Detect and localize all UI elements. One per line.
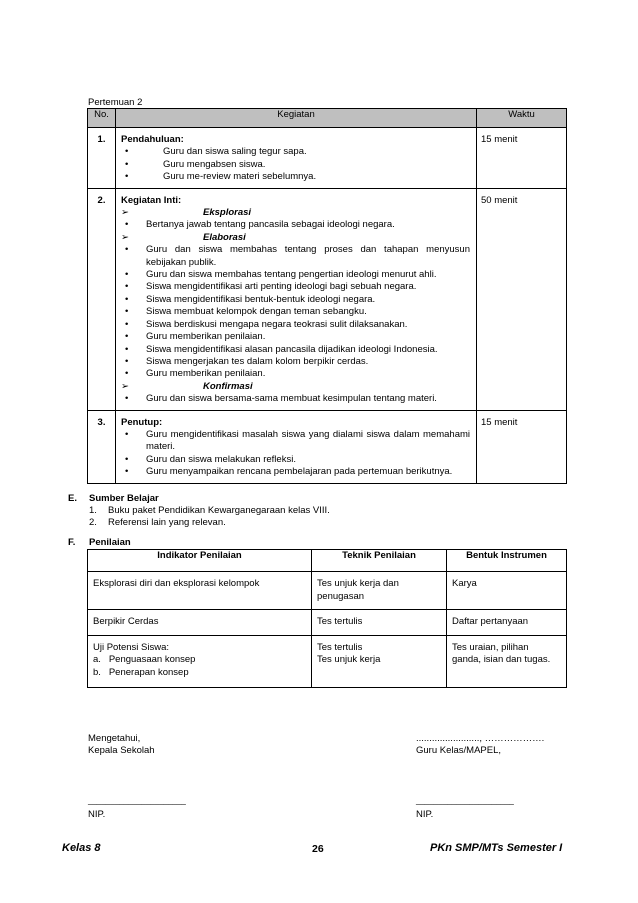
list-item: • Siswa mengidentifikasi bentuk-bentuk ideologi negara. <box>121 294 470 306</box>
table-row <box>88 610 567 636</box>
cell-text: penugasan <box>317 590 365 602</box>
activity-time: 50 menit <box>477 188 567 410</box>
cell-text: Eksplorasi diri dan eksplorasi kelompok <box>93 578 260 589</box>
list-item: • Guru dan siswa saling tegur sapa. <box>121 146 470 158</box>
header-indicator: Indikator Penilaian <box>88 550 312 572</box>
cell-text: b. Penerapan konsep <box>93 666 189 678</box>
cell-text: Tes unjuk kerja <box>317 654 381 665</box>
list-item: Referensi lain yang relevan. <box>108 517 226 528</box>
row-number: 2. <box>88 188 116 410</box>
header-technique: Teknik Penilaian <box>312 550 447 572</box>
signature-left-blank: ______________________ <box>88 796 186 805</box>
assessment-table-header <box>88 550 567 572</box>
cell-text: a. Penguasaan konsep <box>93 654 196 665</box>
indicator-cell <box>88 572 312 610</box>
list-item: Buku paket Pendidikan Kewarganegaraan kelas VIII. <box>108 505 330 516</box>
list-item: • Guru dan siswa melakukan refleksi. <box>121 454 470 466</box>
list-item: • Guru me-review materi sebelumnya. <box>121 171 470 183</box>
instrument-cell <box>447 610 567 636</box>
list-item: • Siswa membuat kelompok dengan teman sebangku. <box>121 306 470 318</box>
activity-cell <box>116 188 477 410</box>
table-row <box>88 410 567 483</box>
activity-title: Pendahuluan: <box>121 134 184 145</box>
technique-cell <box>312 635 447 687</box>
cell-text: Karya <box>452 578 477 589</box>
header-no: No. <box>88 109 116 128</box>
signature-right-blank: ______________________ <box>416 796 514 805</box>
list-item-number: 1. <box>89 505 97 516</box>
table-row <box>88 635 567 687</box>
cell-text: Tes tertulis <box>317 616 363 627</box>
cell-text: Tes tertulis <box>317 641 363 653</box>
list-item-number: 2. <box>89 517 97 528</box>
list-item: • Siswa berdiskusi mengapa negara teokrasi sulit dilaksanakan. <box>121 319 470 331</box>
table-row <box>88 188 567 410</box>
arrow-icon: ➢ <box>121 380 129 392</box>
technique-cell <box>312 610 447 636</box>
list-item: • Guru menyampaikan rencana pembelajaran pada pertemuan berikutnya. <box>121 466 470 478</box>
table-row <box>88 572 567 610</box>
activity-table-header <box>88 109 567 128</box>
cell-text: Tes unjuk kerja dan <box>317 578 399 589</box>
cell-text: Daftar pertanyaan <box>452 616 529 627</box>
list-item: • Guru mengabsen siswa. <box>121 159 470 171</box>
cell-text: Uji Potensi Siswa: <box>93 641 170 653</box>
activity-cell <box>116 128 477 189</box>
instrument-cell <box>447 635 567 687</box>
arrow-icon: ➢ <box>121 207 129 219</box>
row-number: 3. <box>88 410 116 483</box>
list-item: • Guru dan siswa membahas tentang pengertian ideologi menurut ahli. <box>121 269 470 281</box>
assessment-table <box>87 549 567 688</box>
footer-page-number: 26 <box>312 843 324 855</box>
phase-label: Konfirmasi <box>203 380 253 392</box>
signature-left-line2: Kepala Sekolah <box>88 745 155 756</box>
list-item: • Bertanya jawab tentang pancasila sebagai ideologi negara. <box>121 219 470 231</box>
section-e-title: Sumber Belajar <box>89 493 159 504</box>
section-f-title: Penilaian <box>89 537 131 548</box>
row-number: 1. <box>88 128 116 189</box>
cell-text: Tes uraian, pilihan <box>452 641 529 653</box>
header-activity: Kegiatan <box>116 109 477 128</box>
activity-title: Penutup: <box>121 416 163 428</box>
signature-right-nip: NIP. <box>416 809 434 820</box>
technique-cell <box>312 572 447 610</box>
phase-heading <box>121 207 470 219</box>
activity-table <box>87 108 567 484</box>
list-item: • Guru dan siswa membahas tentang proses dan tahapan menyusun kebijakan publik. <box>121 244 470 269</box>
activity-time: 15 menit <box>477 410 567 483</box>
meeting-title: Pertemuan 2 <box>88 97 143 108</box>
list-item: • Siswa mengidentifikasi alasan pancasila dijadikan ideologi Indonesia. <box>121 344 470 356</box>
header-time: Waktu <box>477 109 567 128</box>
arrow-icon: ➢ <box>121 231 129 243</box>
activity-time: 15 menit <box>477 128 567 189</box>
indicator-cell <box>88 635 312 687</box>
indicator-cell <box>88 610 312 636</box>
list-item: • Guru memberikan penilaian. <box>121 368 470 380</box>
table-row <box>88 128 567 189</box>
list-item: • Siswa mengerjakan tes dalam kolom berpikir cerdas. <box>121 356 470 368</box>
signature-right-line2: Guru Kelas/MAPEL, <box>416 745 502 756</box>
signature-left-line1: Mengetahui, <box>88 733 141 744</box>
activity-title: Kegiatan Inti: <box>121 194 182 206</box>
footer-right: PKn SMP/MTs Semester I <box>430 842 563 854</box>
phase-label: Eksplorasi <box>203 207 252 219</box>
instrument-cell <box>447 572 567 610</box>
list-item: • Guru dan siswa bersama-sama membuat kesimpulan tentang materi. <box>121 393 470 405</box>
signature-right-line1: ........................, ………………. <box>416 733 545 744</box>
list-item: • Siswa mengidentifikasi arti penting ideologi bagi sebuah negara. <box>121 281 470 293</box>
section-e-letter: E. <box>68 493 77 504</box>
phase-heading <box>121 232 470 244</box>
phase-label: Elaborasi <box>203 231 246 243</box>
section-f-letter: F. <box>68 537 76 548</box>
cell-text: Berpikir Cerdas <box>93 616 159 627</box>
list-item: • Guru mengidentifikasi masalah siswa yang dialami siswa dalam memahami materi. <box>121 429 470 454</box>
header-instrument: Bentuk Instrumen <box>447 550 567 572</box>
signature-left-nip: NIP. <box>88 809 106 820</box>
list-item: • Guru memberikan penilaian. <box>121 331 470 343</box>
cell-text: ganda, isian dan tugas. <box>452 654 551 665</box>
activity-cell <box>116 410 477 483</box>
phase-heading <box>121 381 470 393</box>
footer-left: Kelas 8 <box>62 842 101 854</box>
